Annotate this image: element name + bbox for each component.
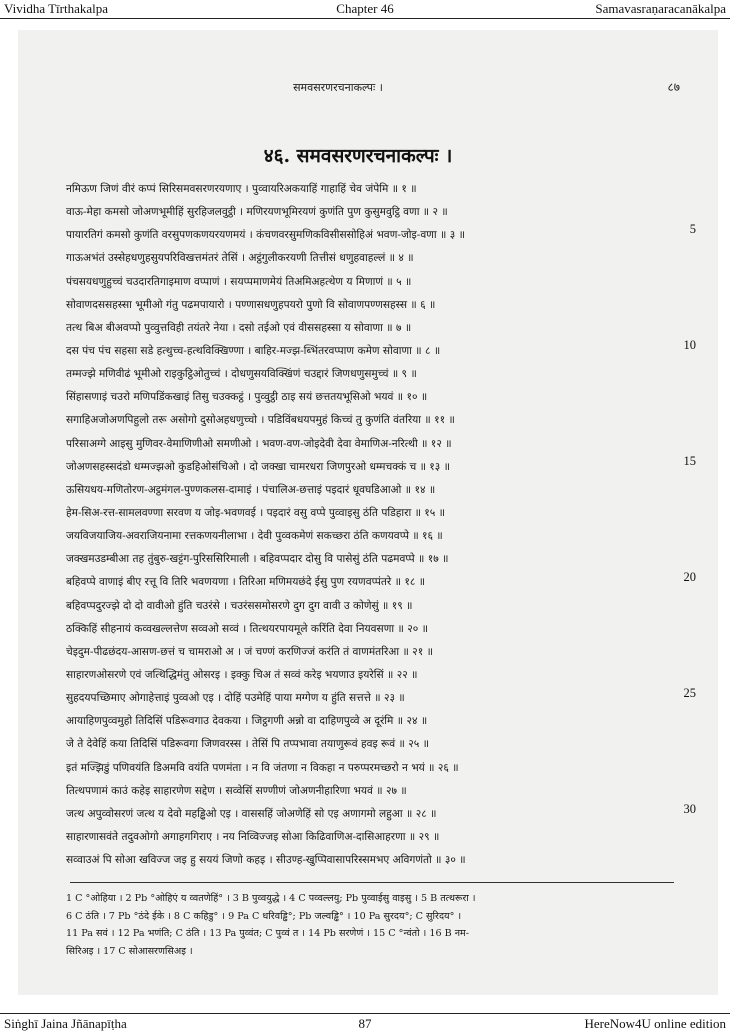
verse-line: सव्वाउअं पि सोआ खविज्ज जइ हु सययं जिणो कहइ । सीउण्ह-खुप्पिवासापरिस्समभए अविगणंतो ॥ ३० ॥: [66, 854, 466, 867]
verse-line: तित्थपणामं काउं कहेइ साहारणेण सद्देण । सव्वेसिं सण्णीणं जोअणनीहारिणा भयवं ॥ २७ ॥: [66, 784, 407, 797]
verse-line: सुहदयपच्छिमाए ओगाहेत्ताइं पुव्वओ एइ । दोहिं पउमेहिं पाया मग्गेण य हुंति सत्तत्ते ॥ २३ ॥: [66, 692, 405, 705]
footer-edition: HereNow4U online edition: [584, 1016, 726, 1031]
verse-line: दस पंच पंच सहसा सडे हत्थुच्च-हत्थविक्खिण्णा । बाहिर-मज्झ-ब्भिंतरवप्पाण कमेण सोवाणा ॥ ८ ॥: [66, 344, 441, 357]
verse-line: बहिवप्पे वाणाइं बीए रत्तू वि तिरि भवणयणा । तिरिआ मणिमयछंदे ईसु पुण रयणवप्पंतरे ॥ १८ ॥: [66, 576, 426, 589]
pdf-footer: [0, 1015, 730, 1033]
footer-publisher: Siṅghī Jaina Jñānapīṭha: [4, 1016, 127, 1031]
verse-line: साहारणासवंते तदुवओगो अगाहगगिराए । नय निव्विज्जइ सोआ किढिवाणिअ-दासिआहरणा ॥ २९ ॥: [66, 830, 440, 843]
verse-line: जक्खमउडम्बीआ तह तुंबुरु-खट्टंग-पुरिससिरिमाली । बहिवप्पदार दोसु वि पासेसुं ठंति पढमवप्पे ॥ १७ ॥: [66, 553, 449, 566]
verse-line: सिंहासणाइं चउरो मणिपडिंकखाइं तिसु चउक्कट्ठं । पुव्वुट्ठी ठाइ सयं छत्ततयभूसिओ भयवं ॥ १० ॥: [66, 391, 428, 404]
verse-line: सोवाणदससहस्सा भूमीओ गंतु पढमपायारो । पण्णासधणुहपयरो पुणो वि सोवाणपण्णसहस्स ॥ ६ ॥: [66, 298, 436, 311]
footnotes: [66, 890, 676, 960]
verse-line: तम्मज्झे मणिवीढं भूमीओ राइकुट्ठिओतुच्चं । दोधणुसयविक्खिंणं चउद्दारं जिणधणुसमुच्चं ॥ ९ ॥: [66, 368, 417, 381]
verse-line: पायारतिगं कमसो कुणंति वरसुपणकणयरयणमयं । कंचणवरसुमणिकविसीससोहिअं भवण-जोइ-वणा ॥ ३ ॥: [66, 229, 465, 242]
line-number: 30: [683, 802, 696, 816]
verse-line: सगाहिअजोअणपिहुलो तरू असोगो दुसोअहधणुच्चो । पडिविंबधयपमुहं किच्चं तु कुणंति वंतरिया ॥ ११ ॥: [66, 414, 455, 427]
chapter-title: ४६. समवसरणरचनाकल्पः ।: [263, 145, 453, 167]
verse-line: गाऊअभंतं उस्सेहधणुहसुयपरिविखत्तमंतरं तेसिं । अट्ठंगुलीकरयणी तित्तीसं धणुहवाहल्लं ॥ ४ ॥: [66, 252, 414, 265]
footnote-line: 11 Pa सवं । 12 Pa भणंति; C ठंति । 13 Pa पुव्वंत; C पुव्वं त । 14 Pb सरणेणं । 15 C °न्वंतो । 16 B नम-: [66, 928, 469, 939]
verse-line: परिसाअग्गे आइसु मुणिवर-वेमाणिणीओ समणीओ । भवण-वण-जोइदेवी देवा वेमाणिअ-नरित्थी ॥ १२ ॥: [66, 437, 452, 450]
footnote-line: 6 C ठंति । 7 Pb °ठंदे ईके । 8 C कहिडु° । 9 Pa C धरिवड्ढि°; Pb जल्वड्ढि° । 10 Pa सुरदय°; C सुरिदय° ।: [66, 910, 462, 922]
header-rule: [0, 18, 730, 19]
header-chapter: Chapter 46: [336, 1, 394, 16]
line-number: 25: [683, 686, 696, 700]
verse-line: हेम-सिअ-रत्त-सामलवण्णा सरवण य जोइ-भवणवई । पइदारं वसु वप्पे पुव्वाइसु ठंति पडिहारा ॥ १५ ॥: [66, 506, 446, 519]
verse-line: जत्थ अपुव्वोसरणं जत्थ य देवो महड्ढिओ एइ । वाससहिं जोअणेहिं सो एइ अणागमो लहुआ ॥ २८ ॥: [66, 807, 437, 820]
verse-line: जे ते देवेहिं कया तिदिसिं पडिरूवगा जिणवरस्स । तेसिं पि तप्पभावा तयाणुरूवं हवइ रूवं ॥ २५ ॥: [66, 738, 429, 751]
verse-line: साहारणओसरणे एवं जत्थिद्धिमंतु ओसरइ । इक्कु चिअ तं सव्वं करेइ भयणाउ इयरेसिं ॥ २२ ॥: [66, 668, 418, 681]
verse-line: चेइदुम-पीढछंदय-आसण-छत्तं च चामराओ अ । जं चण्णं करणिज्जं करंति तं वाणमंतरिआ ॥ २१ ॥: [66, 645, 433, 658]
footnote-line: 1 C °ओहिया । 2 Pb °ओहिएं य व्वतणेहिं° । 3 B पुव्वयुद्धे । 4 C पव्वल्लयु; Pb पुव्वाईसु वाइसु । 5 B तत्थरूरा ।: [66, 893, 476, 904]
verse-line: इतं मज्झिडुं पणिवयंति डिअमवि वयंति पणमंता । न वि जंतणा न विकहा न परुप्परमच्छरो न भयं ॥ २६ ॥: [66, 761, 459, 774]
verse-line: जोअणसहस्सदंडो धम्मज्झओ कुडहिओसंचिओ । दो जक्खा चामरधरा जिणपुरओ धम्मचक्कं च ॥ १३ ॥: [66, 460, 451, 473]
verse-line: ठक्किहिं सीहनायं कव्वखल्लत्तेण सव्वओ सव्वं । तित्थयरपायमूले करिंति देवा नियवसणा ॥ २० ॥: [66, 622, 428, 635]
verse-line: जयविजयाजिय-अवराजियनामा रत्तकणयनीलाभा । देवी पुव्वकमेणं सकच्छरा ठंति कणयवप्पे ॥ १६ ॥: [66, 530, 443, 543]
verse-line: बहिवप्पदुरज्झे दो दो वावीओ हुंति चउरंसे । चउरंससमोसरणे दुग दुग वावी उ कोणेसुं ॥ १९ ॥: [66, 599, 413, 612]
verse-line: ऊसियधय-मणितोरण-अट्ठमंगल-पुण्णकलस-दामाइं । पंचालिअ-छत्ताइं पइदारं धूवघडिआओ ॥ १४ ॥: [66, 483, 436, 496]
footnote-line: सिरिअइ । 17 C सोआसरणसिअइ ।: [66, 945, 193, 957]
line-number: 20: [683, 570, 696, 584]
verse-line: नमिऊण जिणं वीरं कप्पं सिरिसमवसरणरयणाए । पुव्वायरिअकयाहिं गाहाहिं चेव जंपेमि ॥ १ ॥: [66, 183, 417, 195]
line-number: 5: [689, 222, 696, 236]
footnote-rule: [70, 882, 674, 883]
header-section-title: Samavasraṇaracanākalpa: [595, 1, 726, 16]
footer-page-number: 87: [358, 1016, 372, 1031]
verse-block: [66, 178, 666, 872]
line-number: 10: [683, 338, 696, 352]
line-number: 15: [683, 454, 696, 468]
header-book-title: Vividha Tīrthakalpa: [4, 1, 109, 16]
verse-line: आयाहिणपुव्वमुहो तिदिसिं पडिरूवगाउ देवकया । जिट्ठगणी अन्नो वा दाहिणपुव्वे अ दूरंमि ॥ २४ ॥: [66, 715, 428, 728]
verse-line: तत्थ बिअ बीअवप्पो पुव्वुत्तविही तयंतरे नेया । दसो तईओ एवं वीससहस्सा य सोवाणा ॥ ७ ॥: [66, 321, 412, 334]
page-folio: ८७: [667, 80, 680, 94]
pdf-header: [0, 0, 730, 18]
verse-line: वाऊ-मेहा कमसो जोअणभूमीहिं सुरहिजलवुट्ठी । मणिरयणभूमिरयणं कुणंति पुण कुसुमवुट्ठि वणा ॥ २ ॥: [66, 206, 448, 219]
running-head: समवसरणरचनाकल्पः ।: [293, 81, 383, 94]
scanned-page: [18, 30, 718, 995]
verse-line: पंचसयधणुहुच्चं चउदारतिगाइमाण वप्पाणं । सयप्पमाणमेयं तिअमिअहत्थेण य मिणाणं ॥ ५ ॥: [66, 275, 412, 288]
footer-rule: [0, 1013, 730, 1014]
